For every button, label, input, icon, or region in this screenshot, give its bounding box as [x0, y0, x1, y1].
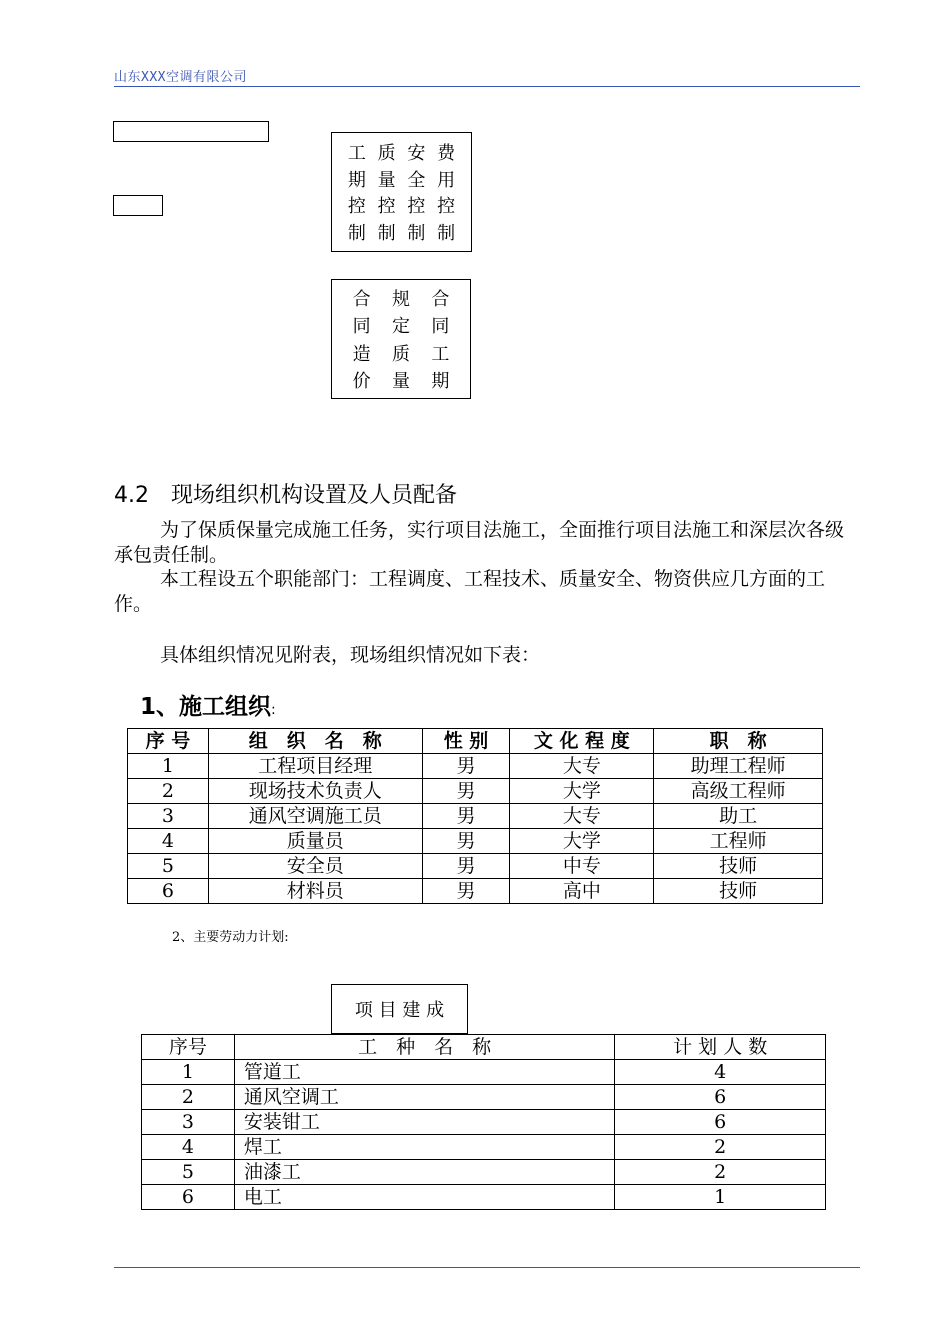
table-cell: 质量员	[208, 829, 422, 854]
table-cell: 通风空调施工员	[208, 804, 422, 829]
contract-char: 质	[391, 343, 410, 365]
labor-table	[141, 1034, 826, 1210]
table-cell: 电工	[234, 1185, 614, 1210]
paragraph-1: 为了保质保量完成施工任务，实行项目法施工，全面推行项目法施工和深层次各级承包责任制。	[114, 519, 845, 566]
table-row	[142, 1185, 826, 1210]
table-cell: 现场技术负责人	[208, 779, 422, 804]
table-row	[142, 1085, 826, 1110]
table-cell: 男	[422, 779, 510, 804]
table-cell: 2	[128, 779, 209, 804]
table-row	[128, 854, 823, 879]
control-char: 期	[347, 169, 366, 191]
table-header-row	[142, 1035, 826, 1060]
control-char: 用	[437, 169, 456, 191]
table-row	[128, 879, 823, 904]
org-title	[140, 688, 276, 721]
contract-char: 工	[431, 343, 450, 365]
table-cell: 材料员	[208, 879, 422, 904]
header-rule	[114, 86, 860, 87]
org-title-colon: :	[271, 702, 276, 718]
table-cell: 大专	[510, 804, 654, 829]
table-row	[142, 1110, 826, 1135]
table-row	[128, 804, 823, 829]
paragraph-2: 本工程设五个职能部门：工程调度、工程技术、质量安全、物资供应几方面的工作。	[114, 568, 826, 615]
table-cell: 1	[128, 754, 209, 779]
table-cell: 焊工	[234, 1135, 614, 1160]
contract-char: 造	[352, 343, 371, 365]
control-box-grid	[332, 133, 471, 251]
control-char: 制	[347, 222, 366, 244]
table-row	[128, 779, 823, 804]
header-cell: 序 号	[128, 729, 209, 754]
org-table	[127, 728, 823, 904]
header-cell: 文 化 程 度	[510, 729, 654, 754]
table-cell: 3	[128, 804, 209, 829]
contract-box	[331, 279, 471, 399]
control-char: 全	[407, 169, 426, 191]
table-cell: 2	[615, 1135, 826, 1160]
header-cell: 工 种 名 称	[234, 1035, 614, 1060]
table-cell: 3	[142, 1110, 235, 1135]
table-cell: 5	[128, 854, 209, 879]
table-cell: 4	[615, 1060, 826, 1085]
control-char: 制	[437, 222, 456, 244]
table-cell: 工程师	[654, 829, 823, 854]
table-row	[142, 1135, 826, 1160]
org-title-text: 1、施工组织	[140, 694, 272, 720]
contract-char: 价	[352, 371, 371, 393]
contract-char: 期	[431, 371, 450, 393]
diagram-empty-box-wide	[113, 121, 269, 142]
table-cell: 男	[422, 879, 510, 904]
control-char: 工	[347, 143, 366, 165]
control-char: 费	[437, 143, 456, 165]
header-cell: 性 别	[422, 729, 510, 754]
table-cell: 大专	[510, 754, 654, 779]
section-title: 4.2 现场组织机构设置及人员配备	[114, 483, 457, 508]
table-cell: 6	[128, 879, 209, 904]
control-char: 控	[407, 196, 426, 218]
table-cell: 油漆工	[234, 1160, 614, 1185]
control-char: 安	[407, 143, 426, 165]
table-cell: 高中	[510, 879, 654, 904]
table-cell: 通风空调工	[234, 1085, 614, 1110]
table-row	[142, 1160, 826, 1185]
labor-title: 2、主要劳动力计划:	[172, 930, 289, 945]
table-cell: 男	[422, 804, 510, 829]
table-cell: 高级工程师	[654, 779, 823, 804]
control-box	[331, 132, 472, 252]
table-cell: 安全员	[208, 854, 422, 879]
control-char: 控	[437, 196, 456, 218]
paragraph-3: 具体组织情况见附表，现场组织情况如下表：	[160, 644, 541, 666]
control-char: 制	[377, 222, 396, 244]
table-cell: 技师	[654, 879, 823, 904]
control-char: 质	[377, 143, 396, 165]
table-row	[128, 754, 823, 779]
table-cell: 5	[142, 1160, 235, 1185]
table-cell: 4	[142, 1135, 235, 1160]
table-header-row	[128, 729, 823, 754]
table-cell: 工程项目经理	[208, 754, 422, 779]
control-char: 量	[377, 169, 396, 191]
header-cell: 序号	[142, 1035, 235, 1060]
table-cell: 助工	[654, 804, 823, 829]
table-cell: 安装钳工	[234, 1110, 614, 1135]
table-cell: 管道工	[234, 1060, 614, 1085]
control-char: 控	[377, 196, 396, 218]
header-cell: 职 称	[654, 729, 823, 754]
table-row	[142, 1060, 826, 1085]
contract-char: 量	[391, 371, 410, 393]
contract-box-grid	[332, 280, 470, 398]
table-row	[128, 829, 823, 854]
footer-rule	[114, 1267, 860, 1268]
contract-char: 规	[391, 288, 410, 310]
table-cell: 男	[422, 829, 510, 854]
control-char: 控	[347, 196, 366, 218]
table-cell: 4	[128, 829, 209, 854]
table-cell: 大学	[510, 779, 654, 804]
contract-char: 合	[431, 288, 450, 310]
project-build-box: 项 目 建 成	[331, 984, 468, 1034]
table-cell: 6	[615, 1110, 826, 1135]
contract-char: 同	[352, 316, 371, 338]
header-company: 山东XXX空调有限公司	[114, 70, 247, 85]
table-cell: 2	[615, 1160, 826, 1185]
table-cell: 男	[422, 854, 510, 879]
control-char: 制	[407, 222, 426, 244]
table-cell: 2	[142, 1085, 235, 1110]
table-cell: 男	[422, 754, 510, 779]
table-cell: 助理工程师	[654, 754, 823, 779]
header-cell: 计 划 人 数	[615, 1035, 826, 1060]
table-cell: 技师	[654, 854, 823, 879]
header-cell: 组 织 名 称	[208, 729, 422, 754]
table-cell: 1	[615, 1185, 826, 1210]
table-cell: 6	[615, 1085, 826, 1110]
contract-char: 合	[352, 288, 371, 310]
table-cell: 1	[142, 1060, 235, 1085]
contract-char: 同	[431, 316, 450, 338]
table-cell: 6	[142, 1185, 235, 1210]
table-cell: 中专	[510, 854, 654, 879]
diagram-empty-box-small	[113, 195, 163, 216]
contract-char: 定	[391, 316, 410, 338]
table-cell: 大学	[510, 829, 654, 854]
